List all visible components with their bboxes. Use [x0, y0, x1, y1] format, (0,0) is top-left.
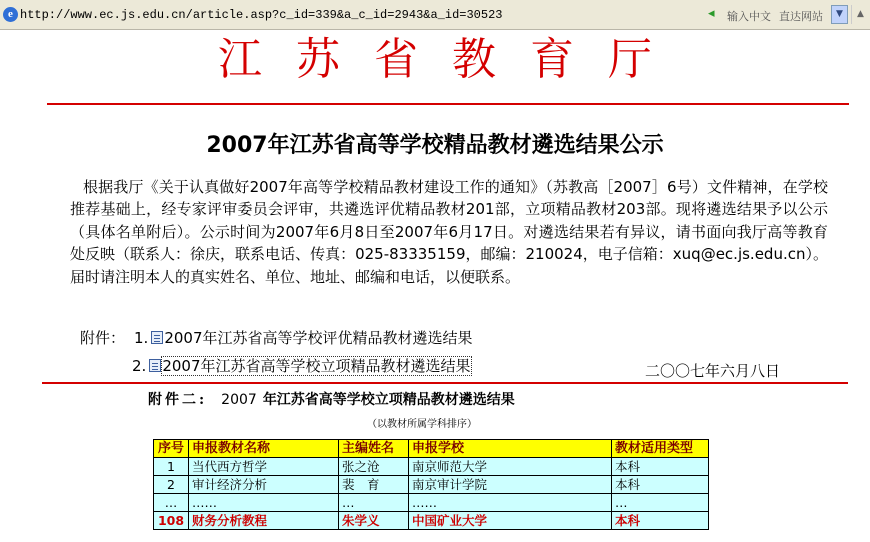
article-title: 2007年江苏省高等学校精品教材遴选结果公示 — [206, 133, 664, 158]
table-header-cell: 申报学校 — [409, 440, 612, 458]
attachment-2-link[interactable]: 2007年江苏省高等学校立项精品教材遴选结果 — [162, 357, 471, 375]
table-cell: 1 — [154, 458, 189, 476]
table-cell: …… — [409, 494, 612, 512]
table-cell: … — [339, 494, 409, 512]
article-body: 根据我厅《关于认真做好2007年高等学校精品教材建设工作的通知》（苏教高［2007］6号）文件精神，在学校推荐基础上，经专家评审委员会评审，共遴选评优精品教材201部，立项精品教材203部。现将遴选结果予以公示（具体名单附后）。公示时间为2007年6月8日至2007年6月17日。对遴选结果若有异议，请书面向我厅高等教育处反映（联系人：徐庆，联系电话、传真：025-83335159，邮编：210024，电子信箱：xuq@ec.js.edu.cn）。届时请注明本人的真实姓名、单位、地址、邮编和电话，以便联系。 — [70, 178, 828, 286]
table-cell: 中国矿业大学 — [409, 512, 612, 530]
go-arrow-icon[interactable]: ◂ — [708, 6, 715, 21]
address-dropdown-button[interactable]: ▼ — [831, 5, 848, 24]
table-row — [154, 476, 709, 494]
scroll-up-button[interactable]: ▲ — [851, 5, 869, 24]
site-title: 江苏省教育厅 — [218, 34, 686, 85]
sort-note: （以教材所属学科排序） — [367, 419, 477, 430]
table-cell: … — [612, 494, 709, 512]
attachments-label: 附件： — [80, 329, 126, 347]
ie-page-icon: e — [3, 7, 18, 22]
attachment-1-number: 1. — [134, 329, 149, 347]
table-cell: 财务分析教程 — [189, 512, 339, 530]
input-chinese-hint[interactable]: 输入中文 — [727, 10, 771, 23]
table-row — [154, 458, 709, 476]
address-bar — [0, 0, 870, 30]
table-header-cell: 序号 — [154, 440, 189, 458]
table-row — [154, 512, 709, 530]
table-cell: 当代西方哲学 — [189, 458, 339, 476]
attachment-1-link[interactable]: 2007年江苏省高等学校评优精品教材遴选结果 — [164, 329, 473, 347]
table-cell: 108 — [154, 512, 189, 530]
table-cell: 审计经济分析 — [189, 476, 339, 494]
table-row — [154, 494, 709, 512]
table-header-row — [154, 440, 709, 458]
document-icon — [151, 331, 163, 344]
attachment-divider — [42, 382, 848, 384]
attachment2-prefix: 附件二: — [148, 392, 208, 408]
table-header-cell: 教材适用类型 — [612, 440, 709, 458]
table-header-cell: 申报教材名称 — [189, 440, 339, 458]
url-input[interactable]: http://www.ec.js.edu.cn/article.asp?c_id=339&a_c_id=2943&a_id=30523 — [20, 8, 503, 22]
table-cell: 本科 — [612, 512, 709, 530]
attachment2-heading — [148, 389, 515, 411]
direct-site-hint[interactable]: 直达网站 — [779, 10, 823, 23]
table-cell: …… — [189, 494, 339, 512]
attachment2-title: 年江苏省高等学校立项精品教材遴选结果 — [262, 392, 515, 408]
attachment-2-number: 2. — [132, 357, 147, 375]
table-cell: 本科 — [612, 476, 709, 494]
table-cell: 2 — [154, 476, 189, 494]
results-table — [153, 439, 709, 530]
attachment2-year: 2007 — [221, 392, 257, 408]
attachment-2 — [132, 355, 471, 377]
header-divider — [47, 103, 849, 105]
document-icon — [149, 359, 161, 372]
table-header-cell: 主编姓名 — [339, 440, 409, 458]
address-hints — [727, 8, 831, 24]
table-cell: 朱学义 — [339, 512, 409, 530]
table-cell: 本科 — [612, 458, 709, 476]
table-cell: 张之沧 — [339, 458, 409, 476]
table-cell: 裴 育 — [339, 476, 409, 494]
publish-date: 二〇〇七年六月八日 — [645, 362, 781, 380]
table-cell: … — [154, 494, 189, 512]
attachment-1 — [134, 327, 473, 349]
table-cell: 南京审计学院 — [409, 476, 612, 494]
table-cell: 南京师范大学 — [409, 458, 612, 476]
